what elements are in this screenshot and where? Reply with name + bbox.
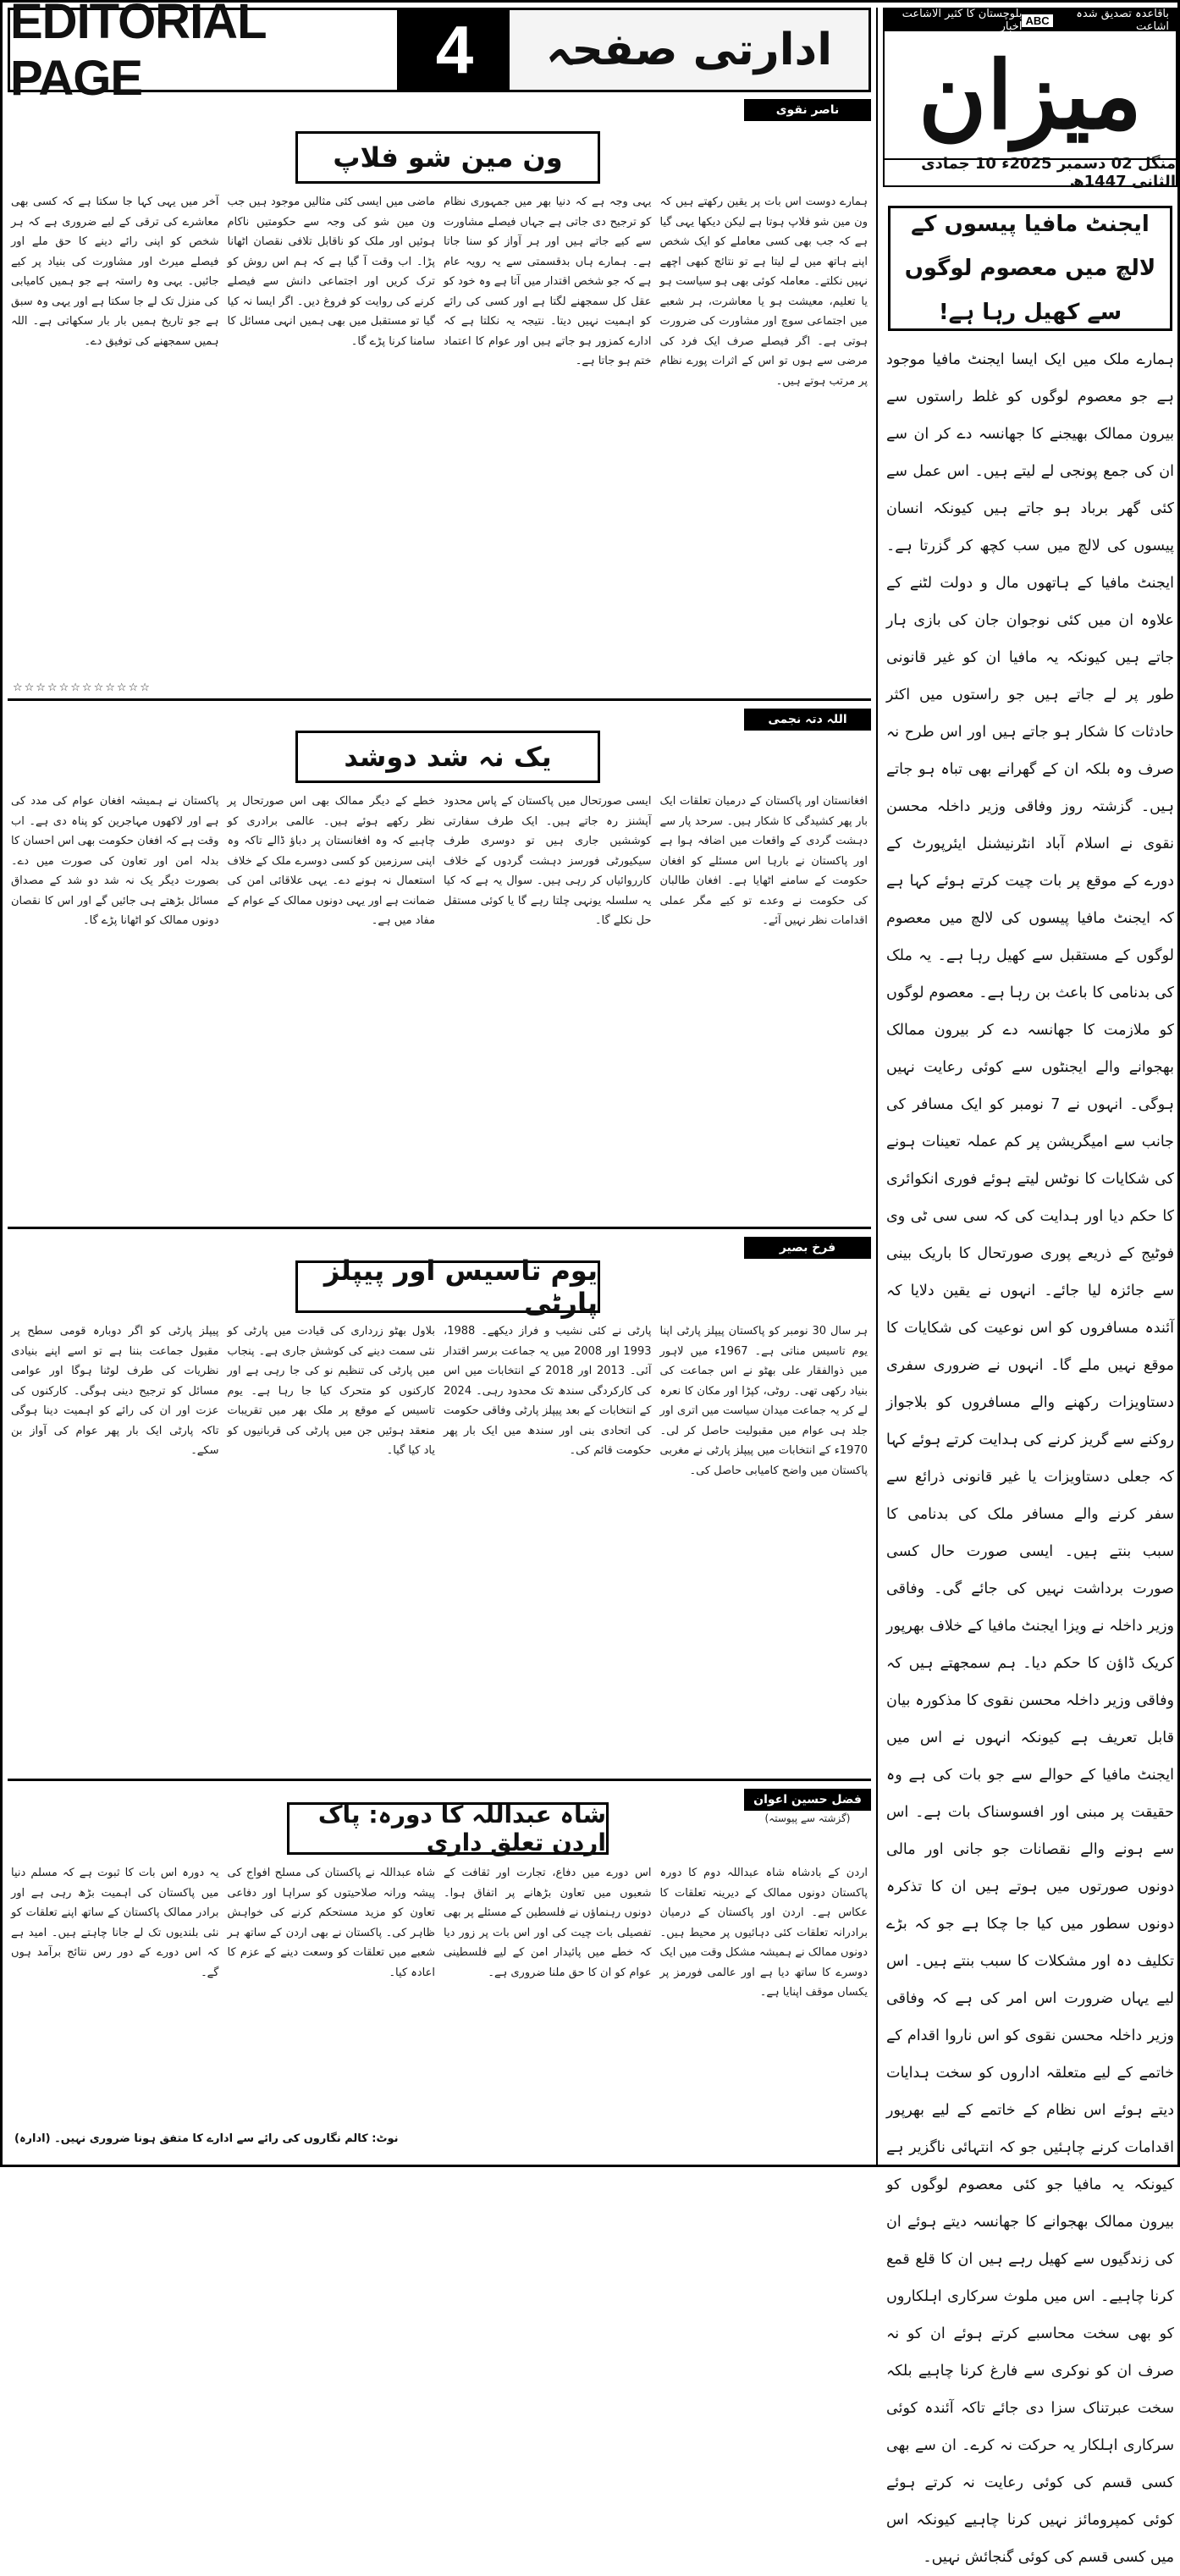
english-title: EDITORIAL PAGE (10, 0, 266, 106)
article-3-col-2: پارٹی نے کئی نشیب و فراز دیکھے۔ 1988، 1993 اور 2008 میں یہ جماعت برسر اقتدار آئی۔ 2013 اور 2018 کے انتخابات میں اس کی کارکردگی سندھ تک محدود رہی۔ 2024 کے انتخابات کے بعد پیپلز پارٹی وفاقی حکومت کی اتحادی بنی اور سندھ میں ایک بار پھر حکومت قائم کی۔ (444, 1325, 652, 1457)
masthead-top-left: بلوچستان کا کثیر الاشاعت اخبار (902, 8, 1023, 33)
article-3-col-4: پیپلز پارٹی کو اگر دوبارہ قومی سطح پر مقبول جماعت بننا ہے تو اسے اپنے بنیادی نظریات کی طرف لوٹنا ہوگا اور عوامی مسائل کو ترجیح دینی ہوگی۔ کارکنوں کی عزت اور ان کی رائے کو اہمیت دینا ہوگی تاکہ پارٹی ایک بار پھر عوام کی آواز بن سکے۔ (11, 1325, 219, 1457)
article-2-col-3: خطے کے دیگر ممالک بھی اس صورتحال پر نظر رکھے ہوئے ہیں۔ عالمی برادری کو چاہیے کہ وہ افغانستان پر دباؤ ڈالے تاکہ وہ اپنی سرزمین کو کسی دوسرے ملک کے خلاف استعمال نہ ہونے دے۔ یہی علاقائی امن کی ضمانت ہے اور یہی دونوں ممالک کے عوام کے مفاد میں ہے۔ (227, 795, 435, 927)
article-2-col-1: افغانستان اور پاکستان کے درمیان تعلقات ایک بار پھر کشیدگی کا شکار ہیں۔ سرحد پار سے دہشت گردی کے واقعات میں اضافہ ہوا ہے اور پاکستان نے بارہا اس مسئلے کو افغان حکومت کے سامنے اٹھایا ہے۔ افغان طالبان کی حکومت نے وعدے تو کیے مگر عملی اقدامات نظر نہیں آئے۔ (659, 795, 868, 927)
article-3-col-1: ہر سال 30 نومبر کو پاکستان پیپلز پارٹی اپنا یوم تاسیس مناتی ہے۔ 1967ء میں لاہور میں ذوالفقار علی بھٹو نے اس جماعت کی بنیاد رکھی تھی۔ روٹی، کپڑا اور مکان کا نعرہ لے کر یہ جماعت میدان سیاست میں اتری اور جلد ہی عوام میں مقبولیت حاصل کر لی۔ 1970ء کے انتخابات میں پیپلز پارٹی نے مغربی پاکستان میں واضح کامیابی حاصل کی۔ (659, 1325, 868, 1477)
article-4-author-note: (گزشتہ سے پیوستہ) (764, 1812, 851, 1824)
article-4 (8, 1785, 871, 2163)
article-2-col-2: ایسی صورتحال میں پاکستان کے پاس محدود آپشنز رہ جاتے ہیں۔ ایک طرف سفارتی کوششیں جاری ہیں تو دوسری طرف سیکیورٹی فورسز دہشت گردوں کے خلاف کارروائیاں کر رہی ہیں۔ سوال یہ ہے کہ کیا یہ سلسلہ یونہی چلتا رہے گا یا کوئی مستقل حل نکلے گا۔ (444, 795, 652, 927)
section-rule-2 (8, 1227, 871, 1229)
column-divider (876, 8, 878, 2165)
star-divider: ☆☆☆☆☆☆☆☆☆☆☆☆ (13, 681, 152, 694)
disclaimer-note: نوٹ: کالم نگاروں کی رائے سے ادارے کا متفق ہونا ضروری نہیں۔ (ادارہ) (14, 2132, 399, 2145)
article-4-col-3: شاہ عبداللہ نے پاکستان کی مسلح افواج کی پیشہ ورانہ صلاحیتوں کو سراہا اور دفاعی تعاون کو مزید مستحکم کرنے کی خواہش ظاہر کی۔ پاکستان نے بھی اردن کے ساتھ ہر شعبے میں تعلقات کو وسعت دینے کے عزم کا اعادہ کیا۔ (227, 1867, 435, 1979)
article-1-col-4: آخر میں یہی کہا جا سکتا ہے کہ کسی بھی معاشرے کی ترقی کے لیے ضروری ہے کہ ہر شخص کو اپنی رائے دینے کا حق ملے اور فیصلے میرٹ اور مشاورت کی بنیاد پر کیے جائیں۔ یہی وہ راستہ ہے جو ہمیں کامیابی کی منزل تک لے جا سکتا ہے اور یہی وہ سبق ہے جو تاریخ ہمیں بار بار سکھاتی ہے۔ اللہ ہمیں سمجھنے کی توفیق دے۔ (11, 196, 219, 348)
article-2-columns (11, 792, 868, 1215)
article-1-author: ناصر نقوی (744, 99, 871, 121)
article-2-col-4: پاکستان نے ہمیشہ افغان عوام کی مدد کی ہے اور لاکھوں مہاجرین کو پناہ دی ہے۔ اب وقت ہے کہ افغان حکومت بھی اس احسان کا بدلہ امن اور تعاون کی صورت میں دے۔ بصورت دیگر یک نہ شد دو شد کے مصداق مسائل بڑھتے ہی جائیں گے اور اس کا نقصان دونوں ممالک کو اٹھانا پڑے گا۔ (11, 795, 219, 927)
editorial-body: ہمارے ملک میں ایک ایسا ایجنٹ مافیا موجود ہے جو معصوم لوگوں کو غلط راستوں سے بیرون ممالک بھیجنے کا جھانسہ دے کر ان سے ان کی جمع پونجی لے لیتے ہیں۔ اس عمل سے کئی گھر برباد ہو جاتے ہیں کیونکہ انسان پیسوں کی لالچ میں سب کچھ کر گزرتا ہے۔ ایجنٹ مافیا کے ہاتھوں مال و دولت لٹنے کے علاوہ ان میں کئی نوجوان جان کی بازی ہار جاتے ہیں کیونکہ یہ مافیا ان کو غیر قانونی طور پر لے جاتے ہیں جو راستوں میں اکثر حادثات کا شکار ہو جاتے ہیں اور اس طرح نہ صرف وہ بلکہ ان کے گھرانے بھی تباہ ہو جاتے ہیں۔ گزشتہ روز وفاقی وزیر داخلہ محسن نقوی نے اسلام آباد انٹرنیشنل ایئرپورٹ کے دورے کے موقع پر بات چیت کرتے ہوئے کہا ہے کہ ایجنٹ مافیا پیسوں کی لالچ میں معصوم لوگوں کے مستقبل سے کھیل رہا ہے۔ یہ ملک کی بدنامی کا باعث بن رہا ہے۔ معصوم لوگوں کو ملازمت کا جھانسہ دے کر بیرون ممالک بھجوانے والے ایجنٹوں سے کوئی رعایت نہیں ہوگی۔ انہوں نے 7 نومبر کو ایک مسافر کی جانب سے امیگریشن پر کم عملہ تعینات ہونے کی شکایات کا نوٹس لیتے ہوئے فوری انکوائری کا حکم دیا اور ہدایت کی کہ سی سی ٹی وی فوٹیج کے ذریعے پوری صورتحال کا باریک بینی سے جائزہ لیا جائے۔ انہوں نے یقین دلایا کہ آئندہ مسافروں کو اس نوعیت کی شکایات کا موقع نہیں ملے گا۔ انہوں نے ضروری سفری دستاویزات رکھنے والے مسافروں کو بلاجواز روکنے سے گریز کرنے کی ہدایت کرتے ہوئے کہا کہ جعلی دستاویزات یا غیر قانونی ذرائع سے سفر کرنے والے مسافر ملک کی بدنامی کا سبب بنتے ہیں۔ ایسی صورت حال کسی صورت برداشت نہیں کی جائے گی۔ وفاقی وزیر داخلہ نے ویزا ایجنٹ مافیا کے خلاف بھرپور کریک ڈاؤن کا حکم دیا۔ ہم سمجھتے ہیں کہ وفاقی وزیر داخلہ محسن نقوی کا مذکورہ بیان قابل تعریف ہے کیونکہ انہوں نے اس میں ایجنٹ مافیا کے حوالے سے جو بات کی ہے وہ حقیقت پر مبنی اور افسوسناک بات ہے۔ اس سے ہونے والے نقصانات جو جانی اور مالی دونوں صورتوں میں ہوتے ہیں ان کا تذکرہ دونوں سطور میں کیا جا چکا ہے جو کہ بڑے تکلیف دہ اور مشکلات کا سبب بنتے ہیں۔ اس لیے یہاں ضرورت اس امر کی ہے کہ وفاقی وزیر داخلہ محسن نقوی کو اس ناروا اقدام کے خاتمے کے لیے متعلقہ اداروں کو سخت ہدایات دیتے ہوئے اس نظام کے خاتمے کے لیے بھرپور اقدامات کرنے چاہئیں جو کہ انتہائی ناگزیر ہے کیونکہ یہ مافیا جو کئی معصوم لوگوں کو بیرون ممالک بھجوانے کا جھانسہ دیتے ہوئے ان کی زندگیوں سے کھیل رہے ہیں ان کا قلع قمع کرنا چاہیے۔ اس میں ملوث سرکاری اہلکاروں کو بھی سخت محاسبے کرتے ہوئے ان کو نہ صرف ان کو نوکری سے فارغ کرنا چاہیے بلکہ سخت عبرتناک سزا دی جائے تاکہ آئندہ کوئی سرکاری اہلکار یہ حرکت نہ کرے۔ ان سے بھی کسی قسم کی کوئی رعایت نہ کرتے ہوئے کوئی کمپرومائز نہیں کرنا چاہیے کیونکہ اس میں کسی قسم کی کوئی گنجائش نہیں۔ (886, 351, 1174, 2566)
article-4-col-4: یہ دورہ اس بات کا ثبوت ہے کہ مسلم دنیا میں پاکستان کی اہمیت بڑھ رہی ہے اور برادر ممالک پاکستان کے ساتھ اپنے تعلقات کو نئی بلندیوں تک لے جانا چاہتے ہیں۔ امید ہے کہ اس دورے کے دور رس نتائج برآمد ہوں گے۔ (11, 1867, 219, 1979)
page-header (8, 0, 871, 106)
article-3-author: فرخ بصیر (744, 1237, 871, 1259)
article-1-headline: ون مین شو فلاپ (295, 131, 600, 184)
editorial-headline: ایجنٹ مافیا پیسوں کے لالچ میں معصوم لوگوں سے کھیل رہا ہے! (904, 212, 1156, 325)
section-rule-1 (8, 698, 871, 701)
article-1-columns (11, 192, 868, 675)
article-3-col-3: بلاول بھٹو زرداری کی قیادت میں پارٹی کو نئی سمت دینے کی کوشش جاری ہے۔ پنجاب میں پارٹی کی تنظیم نو کی جا رہی ہے اور کارکنوں کو متحرک کیا جا رہا ہے۔ یوم تاسیس کے موقع پر ملک بھر میں تقریبات منعقد ہوئیں جن میں پارٹی کی قربانیوں کو یاد کیا گیا۔ (227, 1325, 435, 1457)
urdu-title: ادارتی صفحہ (545, 25, 833, 75)
article-2-author: اللہ دتہ نجمی (744, 709, 871, 731)
masthead-top-right: باقاعدہ تصدیق شدہ اشاعت (1076, 8, 1169, 33)
article-3-headline: یوم تاسیس اور پیپلز پارٹی (295, 1260, 600, 1313)
masthead (883, 8, 1177, 190)
issue-date: منگل 02 دسمبر 2025ء 10 جمادی الثانی 1447ھ (885, 158, 1176, 185)
urdu-title-box (510, 10, 868, 90)
article-4-author: فضل حسین اعوان (744, 1789, 871, 1811)
article-2 (8, 705, 871, 1223)
article-4-columns (11, 1863, 868, 2126)
article-2-headline: یک نہ شد دوشد (295, 731, 600, 783)
abc-badge: ABC (1022, 14, 1052, 27)
article-4-headline: شاہ عبداللہ کا دورہ: پاک اردن تعلق داری (287, 1802, 609, 1855)
english-title-box (10, 0, 400, 106)
newspaper-logo: میزان (918, 40, 1143, 150)
article-3-columns (11, 1321, 868, 1768)
masthead-top-strip (885, 9, 1176, 31)
article-4-col-1: اردن کے بادشاہ شاہ عبداللہ دوم کا دورہ پاکستان دونوں ممالک کے دیرینہ تعلقات کا عکاس ہے۔ اردن اور پاکستان کے درمیان برادرانہ تعلقات کئی دہائیوں پر محیط ہیں۔ دونوں ممالک نے ہمیشہ مشکل وقت میں ایک دوسرے کا ساتھ دیا ہے اور عالمی فورمز پر یکساں موقف اپنایا ہے۔ (659, 1867, 868, 1999)
article-3 (8, 1233, 871, 1775)
article-1-col-3: ماضی میں ایسی کئی مثالیں موجود ہیں جب ون مین شو کی وجہ سے حکومتیں ناکام ہوئیں اور ملک کو ناقابل تلافی نقصان اٹھانا پڑا۔ اب وقت آ گیا ہے کہ ہم اس روش کو ترک کریں اور اجتماعی دانش سے فیصلے کرنے کی روایت کو فروغ دیں۔ اگر ایسا نہ کیا گیا تو مستقبل میں بھی ہمیں انہی مسائل کا سامنا کرنا پڑے گا۔ (227, 196, 435, 348)
article-1-col-1: ہمارے دوست اس بات پر یقین رکھتے ہیں کہ ون مین شو فلاپ ہوتا ہے لیکن دیکھا یہی گیا ہے کہ جب بھی کسی معاملے کو ایک شخص اپنے ہاتھ میں لے لیتا ہے تو نتائج کبھی اچھے نہیں نکلتے۔ معاملہ کوئی بھی ہو سیاست ہو یا تعلیم، معیشت ہو یا معاشرت، ہر شعبے میں اجتماعی سوچ اور مشاورت کی ضرورت ہوتی ہے۔ اگر فیصلے صرف ایک فرد کی مرضی سے ہوں تو اس کے اثرات پورے نظام پر مرتب ہوتے ہیں۔ (659, 196, 868, 388)
page-number: 4 (400, 10, 510, 90)
article-1 (8, 97, 871, 697)
article-4-col-2: اس دورے میں دفاع، تجارت اور ثقافت کے شعبوں میں تعاون بڑھانے پر اتفاق ہوا۔ دونوں رہنماؤں نے فلسطین کے مسئلے پر بھی تفصیلی بات چیت کی اور اس بات پر زور دیا کہ خطے میں پائیدار امن کے لیے فلسطینی عوام کو ان کا حق ملنا ضروری ہے۔ (444, 1867, 652, 1979)
editorial-headline-box (888, 206, 1172, 331)
section-rule-3 (8, 1779, 871, 1781)
article-1-col-2: یہی وجہ ہے کہ دنیا بھر میں جمہوری نظام کو ترجیح دی جاتی ہے جہاں فیصلے مشاورت سے کیے جاتے ہیں اور ہر آواز کو سنا جاتا ہے۔ ہمارے ہاں بدقسمتی سے یہ رویہ عام ہے کہ جو شخص اقتدار میں آتا ہے وہ خود کو عقل کل سمجھنے لگتا ہے اور کسی کی رائے کو اہمیت نہیں دیتا۔ نتیجہ یہ نکلتا ہے کہ ادارے کمزور ہو جاتے ہیں اور عوام کا اعتماد ختم ہو جاتا ہے۔ (444, 196, 652, 367)
